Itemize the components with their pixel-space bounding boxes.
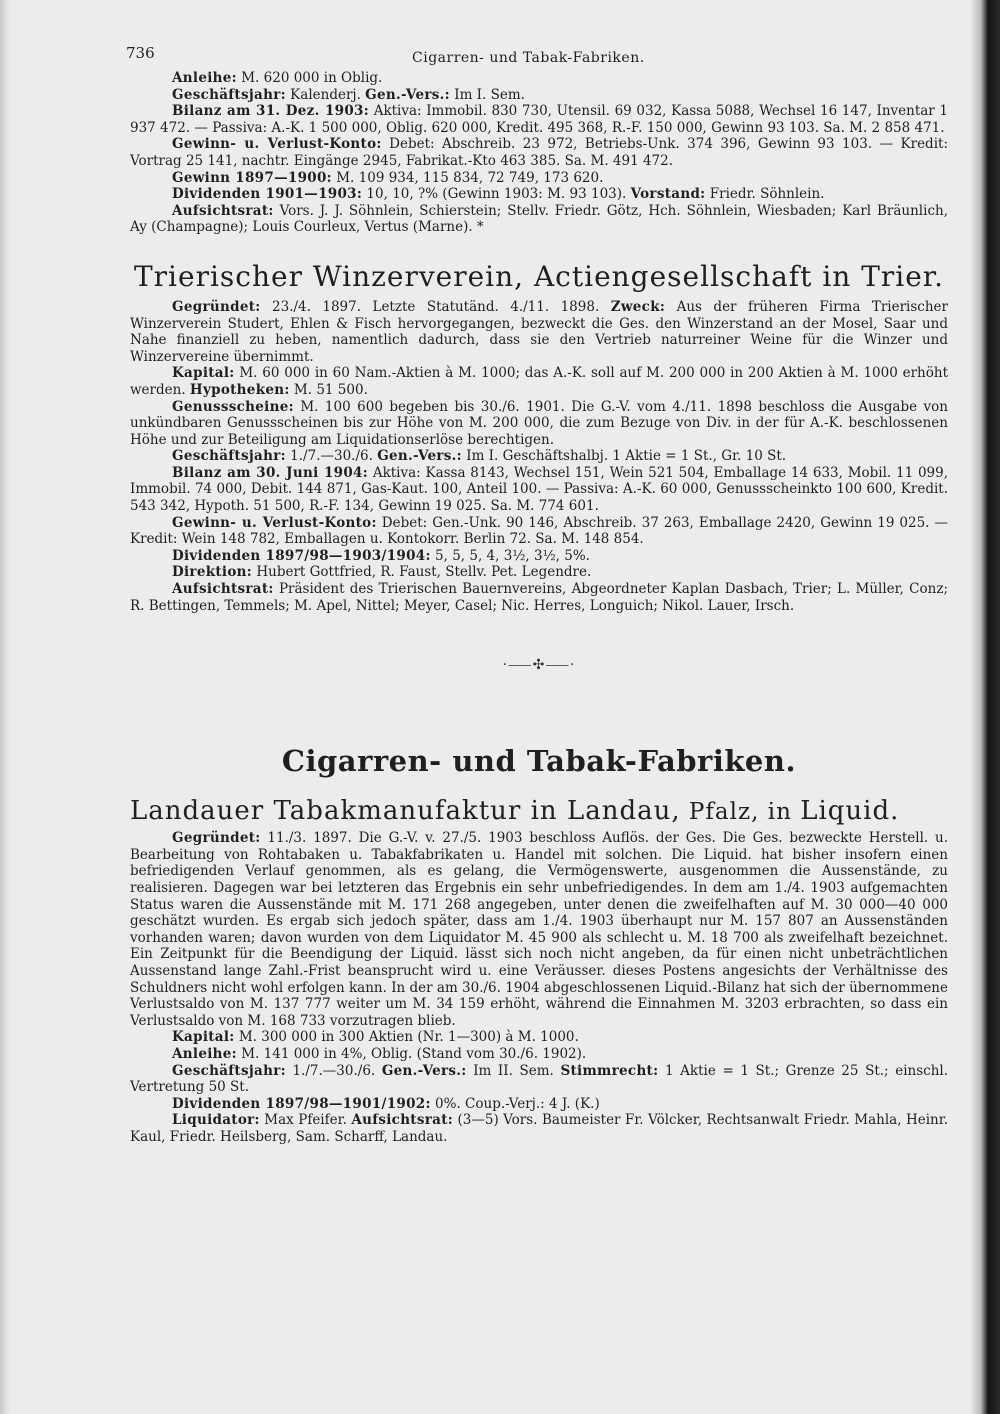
running-title: Cigarren- und Tabak-Fabriken. — [412, 50, 645, 66]
second-entry — [130, 299, 948, 614]
field-label: Bilanz am 30. Juni 1904: — [172, 464, 369, 481]
field-label: Zweck: — [610, 298, 666, 315]
field-label: Anleihe: — [172, 70, 237, 86]
entry-paragraph — [130, 103, 948, 136]
company-title-landauer-tabakmanufaktur — [130, 796, 948, 826]
company-title-end: Liquid. — [800, 796, 900, 827]
field-text: 5, 5, 5, 4, 3½, 3½, 5%. — [430, 547, 590, 564]
field-label: Bilanz am 31. Dez. 1903: — [172, 103, 370, 120]
field-text: 11./3. 1897. Die G.-V. v. 27./5. 1903 beschloss Auflös. der Ges. Die Ges. bezweckte Herstell. u. Bearbeitung von Rohtabaken u. Tabakfabrikaten u. Handel mit solchen. Die Liquid. hat bisher insofern einen befriedigenden Verlauf genommen, als es gelang, die Vermögenswerte, ausgenommen die Aussenstände, zu realisieren. Dagegen war bei letzteren das Ergebnis ein sehr unbefriedigendes. In dem am 1./4. 1903 aufgemachten Status waren die Aussenstände mit M. 171 268 angegeben, unter denen die zweifelhaften auf M. 30 000—40 000 geschätzt wurden. Es ergab sich jedoch später, dass am 1./4. 1903 überhaupt nur M. 157 807 an Aussenständen vorhanden waren; davon wurden von dem Liquidator M. 45 900 als schlecht u. M. 18 700 als zweifelhaft bezeichnet. Ein Zeitpunkt für die Beendigung der Liquid. lässt sich noch nicht angeben, da für einen nicht unbeträchtlichen Aussenstand lange Zahl.-Frist beansprucht wird u. eine Veräusser. dieses Postens angesichts der Verhältnisse des Schuldners nicht wohl erfolgen kann. In der am 30./6. 1904 abgeschlossenen Liquid.-Bilanz hat sich der übernommene Verlustsaldo von M. 137 777 weiter um M. 34 159 erhöht, während die Einnahmen M. 3203 erbrachten, so dass ein Verlustsaldo von M. 168 733 vorzutragen blieb. — [130, 830, 948, 1029]
entry-paragraph — [130, 1063, 948, 1096]
field-text: Aus der früheren Firma Trierischer Winzerverein Studert, Ehlen & Fisch hervorgegangen, bezweckt die Ges. den Winzerstand an der Mosel, Saar und Nahe finanziell zu heben, namentlich dadurch, dass sie den Vertrieb naturreiner Weine für die Winzer und Winzervereine übernimmt. — [130, 298, 948, 365]
field-text: 1./7.—30./6. — [285, 448, 378, 465]
entry-paragraph — [130, 564, 948, 581]
field-text: 23./4. 1897. Letzte Statutänd. 4./11. 1898. — [260, 298, 611, 315]
entry-paragraph — [130, 203, 948, 236]
field-text: M. 109 934, 115 834, 72 749, 173 620. — [331, 169, 604, 186]
field-text: Aktiva: Immobil. 830 730, Utensil. 69 032, Kassa 5088, Wechsel 16 147, Inventar 1 937 472. — Passiva: A.-K. 1 500 000, Oblig. 620 000, Kredit. 495 368, R.-F. 150 000, Gewinn 93 103. Sa. M. 2 858 471. — [130, 103, 948, 136]
entry-paragraph — [130, 87, 948, 104]
entry-paragraph — [130, 548, 948, 565]
entry-paragraph — [130, 1112, 948, 1145]
field-text: Debet: Gen.-Unk. 90 146, Abschreib. 37 263, Emballage 2420, Gewinn 19 025. — Kredit: Wein 148 782, Emballagen u. Kontokorr. Berlin 72. Sa. M. 148 854. — [130, 514, 948, 548]
third-entry — [130, 830, 948, 1145]
page-content — [126, 30, 948, 1146]
page-edge-left — [0, 0, 10, 1414]
field-text: Im I. Geschäftshalbj. 1 Aktie = 1 St., Gr. 10 St. — [461, 448, 787, 465]
page-number: 736 — [126, 44, 155, 62]
field-text: Kalenderj. — [285, 86, 366, 103]
field-label: Geschäftsjahr: — [172, 86, 286, 103]
field-text: Debet: Abschreib. 23 972, Betriebs-Unk. 374 396, Gewinn 93 103. — Kredit: Vortrag 25 141, nachtr. Eingänge 2945, Fabrikat.-Kto 463 385. Sa. M. 491 472. — [130, 136, 948, 169]
field-text: Friedr. Söhnlein. — [705, 186, 825, 203]
entry-paragraph — [130, 365, 948, 398]
field-label: Anleihe: — [172, 1045, 237, 1062]
field-text: (3—5) Vors. Baumeister Fr. Völcker, Rechtsanwalt Friedr. Mahla, Heinr. Kaul, Friedr. Heilsberg, Sam. Scharff, Landau. — [130, 1112, 948, 1145]
entry-paragraph — [130, 1096, 948, 1113]
field-text: Max Pfeifer. — [259, 1112, 352, 1129]
field-label: Hypotheken: — [189, 381, 290, 398]
field-label: Vorstand: — [630, 186, 706, 203]
field-label: Aufsichtsrat: — [172, 202, 274, 219]
field-text: Im I. Sem. — [449, 86, 525, 103]
field-label: Dividenden 1897/98—1901/1902: — [172, 1095, 431, 1112]
field-label: Kapital: — [172, 1029, 235, 1046]
entry-paragraph — [130, 186, 948, 203]
entry-paragraph — [130, 1046, 948, 1063]
entry-paragraph — [130, 70, 948, 87]
entry-paragraph — [130, 136, 948, 169]
field-text: M. 51 500. — [289, 381, 368, 398]
entry-paragraph — [130, 465, 948, 515]
entry-paragraph — [130, 1029, 948, 1046]
field-label: Gen.-Vers.: — [381, 1062, 467, 1079]
field-label: Direktion: — [172, 564, 253, 581]
entry-paragraph — [130, 299, 948, 365]
field-label: Dividenden 1897/98—1903/1904: — [172, 547, 431, 564]
field-label: Gegründet: — [172, 298, 261, 315]
ornament-divider: ·⸺✣⸺· — [502, 657, 576, 674]
field-text: M. 100 600 begeben bis 30./6. 1901. Die G.-V. vom 4./11. 1898 beschloss die Ausgabe von unkündbaren Genussscheinen bis zur Höhe von M. 200 000, die zum Bezuge von Div. in der für A.-K. beschlossenen Höhe und zur Beteiligung am Liquidationserlöse berechtigen. — [130, 398, 948, 448]
field-label: Aufsichtsrat: — [351, 1112, 454, 1129]
entry-paragraph — [130, 448, 948, 465]
field-label: Gewinn- u. Verlust-Konto: — [172, 514, 377, 531]
field-text: M. 60 000 in 60 Nam.-Aktien à M. 1000; das A.-K. soll auf M. 200 000 in 200 Aktien à M. 1000 erhöht werden. — [130, 365, 948, 398]
field-text: Aktiva: Kassa 8143, Wechsel 151, Wein 521 504, Emballage 14 633, Mobil. 11 099, Immobil. 74 000, Debit. 144 871, Gas-Kaut. 100, Anteil 100. — Passiva: A.-K. 60 000, Genussscheinkto 100 600, Kredit. 543 342, Hypoth. 51 500, R.-F. 134, Gewinn 19 025. Sa. M. 774 601. — [130, 464, 948, 515]
field-text: M. 141 000 in 4%, Oblig. (Stand vom 30./6. 1902). — [236, 1045, 587, 1062]
field-label: Liquidator: — [172, 1112, 260, 1129]
field-label: Geschäftsjahr: — [172, 448, 286, 465]
field-text: 1./7.—30./6. — [285, 1062, 382, 1079]
entry-paragraph — [130, 170, 948, 187]
field-text: M. 300 000 in 300 Aktien (Nr. 1—300) à M. 1000. — [234, 1029, 579, 1046]
company-title-main: Landauer Tabakmanufaktur in Landau, — [130, 796, 681, 827]
field-label: Gen.-Vers.: — [377, 448, 462, 465]
company-title-trierischer-winzerverein: Trierischer Winzerverein, Actiengesellschaft in Trier. — [133, 259, 944, 293]
company-title-tail: Pfalz, in — [680, 799, 801, 826]
field-label: Gen.-Vers.: — [365, 86, 450, 103]
field-text: Vors. J. J. Söhnlein, Schierstein; Stellv. Friedr. Götz, Hch. Söhnlein, Wiesbaden; Karl Bräunlich, Ay (Champagne); Louis Courleux, Vertus (Marne). * — [130, 202, 948, 236]
entry-paragraph — [130, 515, 948, 548]
entry-paragraph — [130, 830, 948, 1029]
field-label: Genussscheine: — [172, 398, 294, 415]
section-title: Cigarren- und Tabak-Fabriken. — [281, 744, 797, 779]
field-label: Gegründet: — [172, 830, 261, 847]
entry-paragraph — [130, 399, 948, 449]
field-label: Stimmrecht: — [560, 1062, 659, 1079]
entry-paragraph — [130, 581, 948, 614]
field-text: 0%. Coup.-Verj.: 4 J. (K.) — [430, 1095, 600, 1112]
field-text: Präsident des Trierischen Bauernvereins, Abgeordneter Kaplan Dasbach, Trier; L. Müller, Conz; R. Bettingen, Temmels; M. Apel, Nittel; Meyer, Casel; Nic. Herres, Longuich; Nikol. Lauer, Irsch. — [130, 581, 948, 614]
field-text: M. 620 000 in Oblig. — [236, 70, 383, 86]
field-label: Gewinn- u. Verlust-Konto: — [172, 136, 382, 153]
field-label: Kapital: — [172, 365, 235, 382]
page-edge-right — [970, 0, 1000, 1414]
field-text: Hubert Gottfried, R. Faust, Stellv. Pet. Legendre. — [252, 564, 592, 581]
field-text: 1 Aktie = 1 St.; Grenze 25 St.; einschl. Vertretung 50 St. — [130, 1062, 948, 1096]
field-label: Aufsichtsrat: — [172, 581, 274, 598]
field-text: 10, 10, ?% (Gewinn 1903: M. 93 103). — [362, 186, 631, 203]
first-entry — [130, 70, 948, 236]
field-text: Im II. Sem. — [466, 1062, 561, 1079]
field-label: Geschäftsjahr: — [172, 1062, 286, 1079]
field-label: Dividenden 1901—1903: — [172, 186, 363, 203]
field-label: Gewinn 1897—1900: — [172, 169, 332, 186]
running-head — [126, 30, 948, 70]
